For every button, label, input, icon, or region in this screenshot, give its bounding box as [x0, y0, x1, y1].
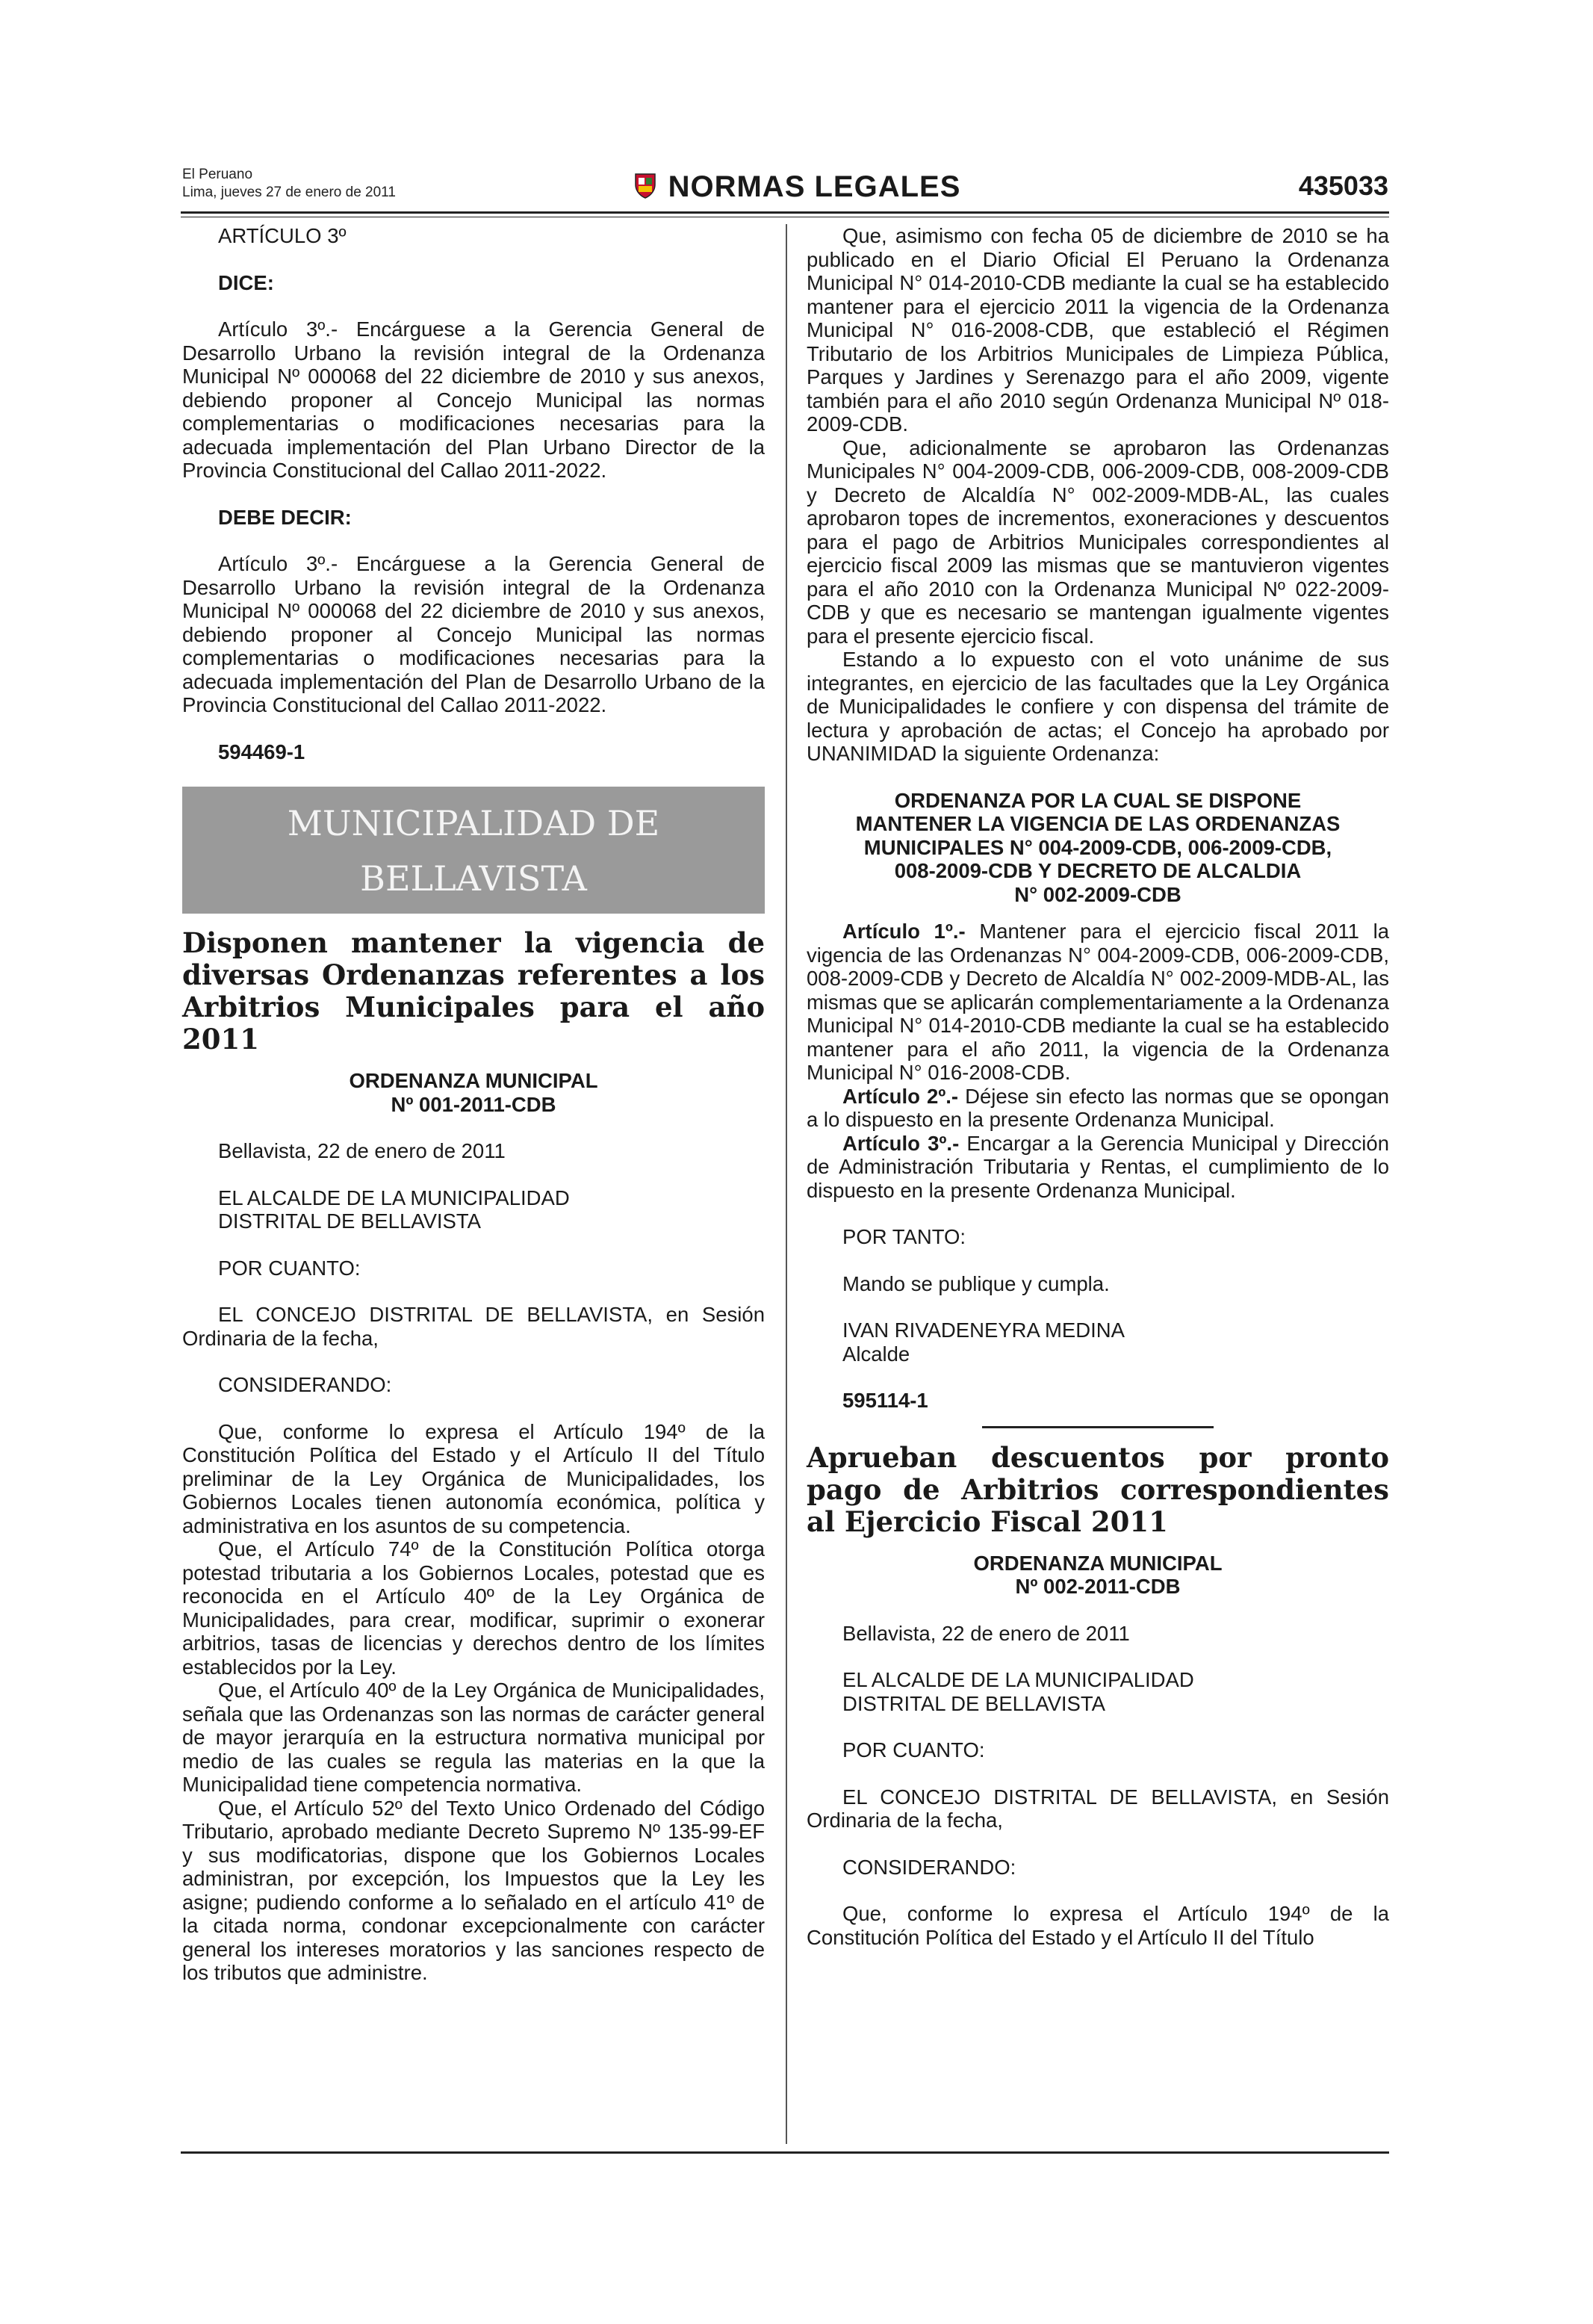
alcalde-line1: EL ALCALDE DE LA MUNICIPALIDAD [218, 1186, 570, 1209]
alcalde-line2: DISTRITAL DE BELLAVISTA [218, 1209, 481, 1233]
debe-decir-label: DEBE DECIR: [218, 505, 352, 529]
column-divider [786, 224, 787, 2144]
ordinance-title: ORDENANZA MUNICIPAL [973, 1551, 1223, 1575]
considerando-paragraph: Estando a lo expuesto con el voto unánime de sus integrantes, en ejercicio de las facultades que la Ley Orgánica de Municipalidades le confiere y con dispensa del trámite de lectura y aprobación de actas; el Concejo ha aprobado por UNANIMIDAD la siguiente Ordenanza: [807, 648, 1389, 765]
publication-name: El Peruano [182, 167, 253, 182]
ordinance-heading-line: MUNICIPALES N° 004-2009-CDB, 006-2009-CDB, [863, 835, 1332, 859]
considerando-label: CONSIDERANDO: [218, 1373, 392, 1396]
article-headline: Disponen mantener la vigencia de diversas Ordenanzas referentes a los Arbitrios Municipales para el año 2011 [182, 926, 765, 1056]
debe-decir-text: Artículo 3º.- Encárguese a la Gerencia General de Desarrollo Urbano la revisión integral de la Ordenanza Municipal Nº 000068 del 22 diciembre de 2010 y sus anexos, debiendo proponer al Concejo Municipal las normas complementarias o modificaciones necesarias para la adecuada implementación del Plan de Desarrollo Urbano de la Provincia Constitucional del Callao 2011-2022. [182, 552, 765, 716]
municipality-banner-line1: MUNICIPALIDAD DE [287, 803, 660, 843]
mando-text: Mando se publique y cumpla. [842, 1271, 1110, 1295]
ordinance-number: Nº 001-2011-CDB [391, 1092, 556, 1116]
right-column [807, 224, 1389, 1949]
place-date: Bellavista, 22 de enero de 2011 [218, 1139, 506, 1162]
municipality-banner-line2: BELLAVISTA [360, 858, 587, 899]
ordinance-heading [807, 789, 1389, 907]
signer-name: IVAN RIVADENEYRA MEDINA [842, 1319, 1125, 1342]
ordinance-heading-line: 008-2009-CDB Y DECRETO DE ALCALDIA [894, 859, 1302, 882]
por-cuanto: POR CUANTO: [842, 1738, 985, 1761]
por-cuanto: POR CUANTO: [218, 1256, 361, 1280]
considerando-paragraph: Que, el Artículo 40º de la Ley Orgánica de Municipalidades, señala que las Ordenanzas son las normas de carácter general de mayor jerarquía en la estructura normativa municipal por medio de las cuales se regula las materias en la que la Municipalidad tiene competencia normativa. [182, 1679, 765, 1796]
article-3: Artículo 3º.- Encargar a la Gerencia Municipal y Dirección de Administración Tributaria y Rentas, el cumplimiento de lo dispuesto en la presente Ordenanza Municipal. [807, 1131, 1389, 1202]
ordinance-heading-line: N° 002-2009-CDB [1014, 882, 1181, 906]
ordinance-heading-line: MANTENER LA VIGENCIA DE LAS ORDENANZAS [855, 812, 1341, 835]
article-headline: Aprueban descuentos por pronto pago de Arbitrios correspondientes al Ejercicio Fiscal 2011 [807, 1440, 1389, 1538]
footer-rule [181, 2151, 1389, 2154]
ordinance-number: Nº 002-2011-CDB [1015, 1575, 1181, 1598]
considerando-paragraph: Que, el Artículo 52º del Texto Unico Ordenado del Código Tributario, aprobado mediante Decreto Supremo Nº 135-99-EF y sus modificatorias, dispone que los Gobiernos Locales administran, por excepción, los Impuestos que la Ley les asigne; pudiendo conforme a lo señalado en el artículo 41º de la citada norma, condonar excepcionalmente con carácter general los intereses moratorios y las sanciones respecto de los tributos que administre. [182, 1796, 765, 1984]
article-1: Artículo 1º.- Mantener para el ejercicio fiscal 2011 la vigencia de las Ordenanzas N° 004-2009-CDB, 006-2009-CDB, 008-2009-CDB y Decreto de Alcaldía N° 002-2009-MDB-AL, las mismas que se aplicarán complementariamente a la Ordenanza Municipal N° 014-2010-CDB mediante la cual se ha establecido mantener para el año 2011, la vigencia de la Ordenanza Municipal N° 016-2008-CDB. [807, 920, 1389, 1084]
por-tanto: POR TANTO: [842, 1225, 966, 1248]
reference-number: 594469-1 [218, 740, 305, 763]
section-label: NORMAS LEGALES [668, 170, 961, 203]
dice-label: DICE: [218, 270, 274, 294]
alcalde-line2: DISTRITAL DE BELLAVISTA [842, 1691, 1105, 1715]
coat-of-arms-icon [633, 171, 658, 199]
concejo-text: EL CONCEJO DISTRITAL DE BELLAVISTA, en Sesión Ordinaria de la fecha, [807, 1785, 1389, 1832]
ordinance-heading-line: ORDENANZA POR LA CUAL SE DISPONE [894, 788, 1302, 812]
reference-number: 595114-1 [842, 1389, 928, 1412]
considerando-label: CONSIDERANDO: [842, 1855, 1016, 1879]
left-column [182, 224, 765, 1985]
considerando-paragraph: Que, adicionalmente se aprobaron las Ordenanzas Municipales N° 004-2009-CDB, 006-2009-CDB, 008-2009-CDB y Decreto de Alcaldía N° 002-2009-MDB-AL, las cuales aprobaron topes de incrementos, exoneraciones y descuentos para el pago de Arbitrios Municipales correspondientes al ejercicio fiscal 2009 las mismas que se mantuvieron vigentes para el año 2010 con la Ordenanza Municipal Nº 022-2009-CDB y que es necesario se mantengan igualmente vigentes para el presente ejercicio fiscal. [807, 436, 1389, 648]
considerando-paragraph: Que, el Artículo 74º de la Constitución Política otorga potestad tributaria a los Gobiernos Locales, potestad que es reconocida en el Artículo 40º de la Ley Orgánica de Municipalidades, para crear, modificar, suprimir o exonerar arbitrios, tasas de licencias y derechos dentro de los límites establecidos por la Ley. [182, 1537, 765, 1679]
municipality-banner [182, 787, 765, 914]
header-rule [181, 211, 1389, 214]
article-2: Artículo 2º.- Déjese sin efecto las normas que se opongan a lo dispuesto en la presente Ordenanza Municipal. [807, 1084, 1389, 1131]
considerando-paragraph: Que, asimismo con fecha 05 de diciembre de 2010 se ha publicado en el Diario Oficial El Peruano la Ordenanza Municipal N° 014-2010-CDB mediante la cual se ha establecido mantener para el ejercicio 2011 la vigencia de la Ordenanza Municipal N° 016-2008-CDB, que estableció el Régimen Tributario de los Arbitrios Municipales de Limpieza Pública, Parques y Jardines y Serenazgo para el año 2009, vigente también para el año 2010 según Ordenanza Municipal Nº 018-2009-CDB. [807, 224, 1389, 436]
dice-text: Artículo 3º.- Encárguese a la Gerencia General de Desarrollo Urbano la revisión integral de la Ordenanza Municipal Nº 000068 del 22 diciembre de 2010 y sus anexos, debiendo proponer al Concejo Municipal las normas complementarias o modificaciones necesarias para la adecuada implementación del Plan Urbano Director de la Provincia Constitucional del Callao 2011-2022. [182, 317, 765, 482]
signer-role: Alcalde [842, 1342, 910, 1366]
alcalde-line1: EL ALCALDE DE LA MUNICIPALIDAD [842, 1668, 1194, 1691]
considerando-paragraph: Que, conforme lo expresa el Artículo 194º de la Constitución Política del Estado y el Artículo II del Título preliminar de la Ley Orgánica de Municipalidades, los Gobiernos Locales tienen autonomía económica, política y administrativa en los asuntos de su competencia. [182, 1419, 765, 1537]
considerando-paragraph: Que, conforme lo expresa el Artículo 194º de la Constitución Política del Estado y el Artículo II del Título [807, 1902, 1389, 1949]
ordinance-title: ORDENANZA MUNICIPAL [349, 1069, 598, 1092]
place-date: Bellavista, 22 de enero de 2011 [842, 1621, 1130, 1645]
concejo-text: EL CONCEJO DISTRITAL DE BELLAVISTA, en Sesión Ordinaria de la fecha, [182, 1303, 765, 1350]
publication-date: Lima, jueves 27 de enero de 2011 [182, 185, 396, 200]
page-number: 435033 [1298, 170, 1388, 201]
article-3-heading: ARTÍCULO 3º [218, 224, 347, 247]
